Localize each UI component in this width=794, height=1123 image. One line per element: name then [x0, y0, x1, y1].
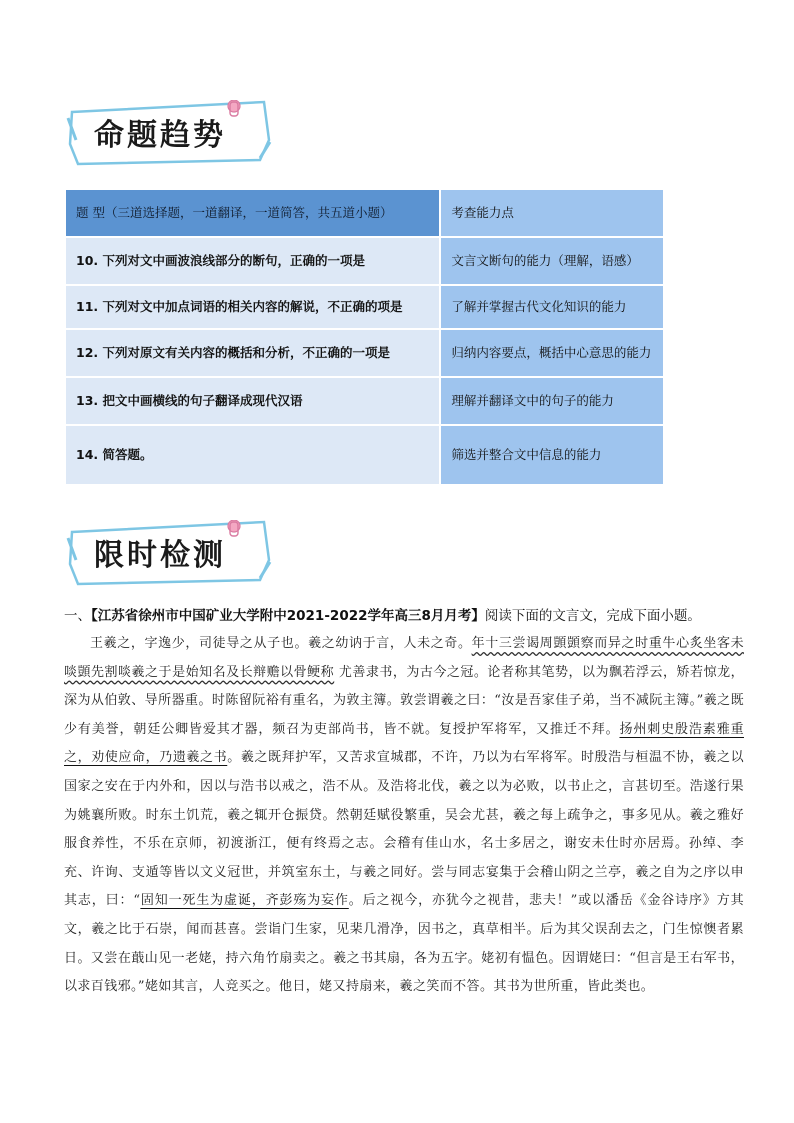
question-cell: 13. 把文中画横线的句子翻译成现代汉语 — [65, 377, 440, 425]
passage-text: 。羲之既拜护军，又苦求宣城郡，不许，乃以为右军将军。时殷浩与桓温不协，羲之以国家之安在于内外和，因以与浩书以戒之，浩不从。及浩将北伐，羲之以为必败，以书止之，言甚切至。浩遂行果为姚襄所败。时东土饥荒，羲之辄开仓振贷。然朝廷赋役繁重，吴会尤甚，羲之每上疏争之，事多见从。羲之雅好服食养性，不乐在京师，初渡浙江，便有终焉之志。会稽有佳山水，名士多居之，谢安未仕时亦居焉。孙绰、李充、许询、支遁等皆以文义冠世，并筑室东土，与羲之同好。尝与同志宴集于会稽山阴之兰亭，羲之自为之序以申其志，曰：“ — [64, 750, 744, 909]
passage-text: 王羲之，字逸少，司徒导之从子也。羲之幼讷于言，人未之奇。 — [90, 636, 472, 651]
passage-body — [64, 630, 744, 1002]
ability-cell: 筛选并整合文中信息的能力 — [440, 425, 664, 485]
passage-intro — [64, 604, 744, 628]
section-banner-trend — [64, 100, 274, 166]
ability-cell: 归纳内容要点，概括中心意思的能力 — [440, 329, 664, 377]
section-title-trend: 命题趋势 — [94, 118, 226, 153]
header-type-cell: 题 型（三道选择题，一道翻译，一道简答，共五道小题） — [65, 189, 440, 237]
passage-source: 【江苏省徐州市中国矿业大学附中2021-2022学年高三8月月考】 — [91, 608, 485, 624]
table-row — [65, 237, 664, 285]
ability-cell: 了解并掌握古代文化知识的能力 — [440, 285, 664, 329]
topic-table — [64, 188, 665, 486]
question-cell: 11. 下列对文中加点词语的相关内容的解说，不正确的项是 — [65, 285, 440, 329]
passage-text: 。后之视今，亦犹今之视昔，悲夫！”或以潘岳《金谷诗序》方其文，羲之比于石崇，闻而甚喜。尝诣门生家，见棐几滑净，因书之，真草相半。后为其父误刮去之，门生惊懊者累日。又尝在蕺山见一老姥，持六角竹扇卖之。羲之书其扇，各为五字。姥初有愠色。因谓姥曰：“但言是王右军书，以求百钱邪。”姥如其言，人竞买之。他日，姥又持扇来，羲之笑而不答。其书为世所重，皆此类也。 — [64, 893, 745, 995]
question-cell: 10. 下列对文中画波浪线部分的断句，正确的一项是 — [65, 237, 440, 285]
table-row — [65, 285, 664, 329]
question-cell: 14. 简答题。 — [65, 425, 440, 485]
question-cell: 12. 下列对原文有关内容的概括和分析，不正确的一项是 — [65, 329, 440, 377]
table-row — [65, 329, 664, 377]
table-row — [65, 425, 664, 485]
wavy-underlined-text: 年十三尝谒周顗顗察而异之时重牛心炙坐客未啖顗先割啖羲之于是始知名及长辩赡以骨鲠称 — [64, 636, 744, 680]
table-row — [65, 377, 664, 425]
section-banner-test — [64, 520, 274, 586]
table-header-row — [65, 189, 664, 237]
reading-passage — [64, 604, 744, 1002]
underlined-sentence: 固知一死生为虚诞，齐彭殇为妄作 — [140, 893, 349, 909]
passage-instruction: 阅读下面的文言文，完成下面小题。 — [484, 608, 701, 624]
ability-cell: 理解并翻译文中的句子的能力 — [440, 377, 664, 425]
question-number: 一、 — [64, 608, 91, 624]
header-ability-cell: 考查能力点 — [440, 189, 664, 237]
ability-cell: 文言文断句的能力（理解，语感） — [440, 237, 664, 285]
section-title-test: 限时检测 — [94, 538, 226, 573]
underlined-sentence: 扬州刺史殷浩素雅重之，劝使应命，乃遗羲之书 — [64, 721, 744, 766]
passage-text: 尤善隶书，为古今之冠。论者称其笔势，以为飘若浮云，矫若惊龙，深为从伯敦、导所器重。时陈留阮裕有重名，为敦主簿。敦尝谓羲之曰：“汝是吾家佳子弟，当不减阮主簿。”羲之既少有美誉，朝廷公卿皆爱其才器，频召为吏部尚书，皆不就。复授护军将军，又推迁不拜。 — [64, 664, 744, 737]
